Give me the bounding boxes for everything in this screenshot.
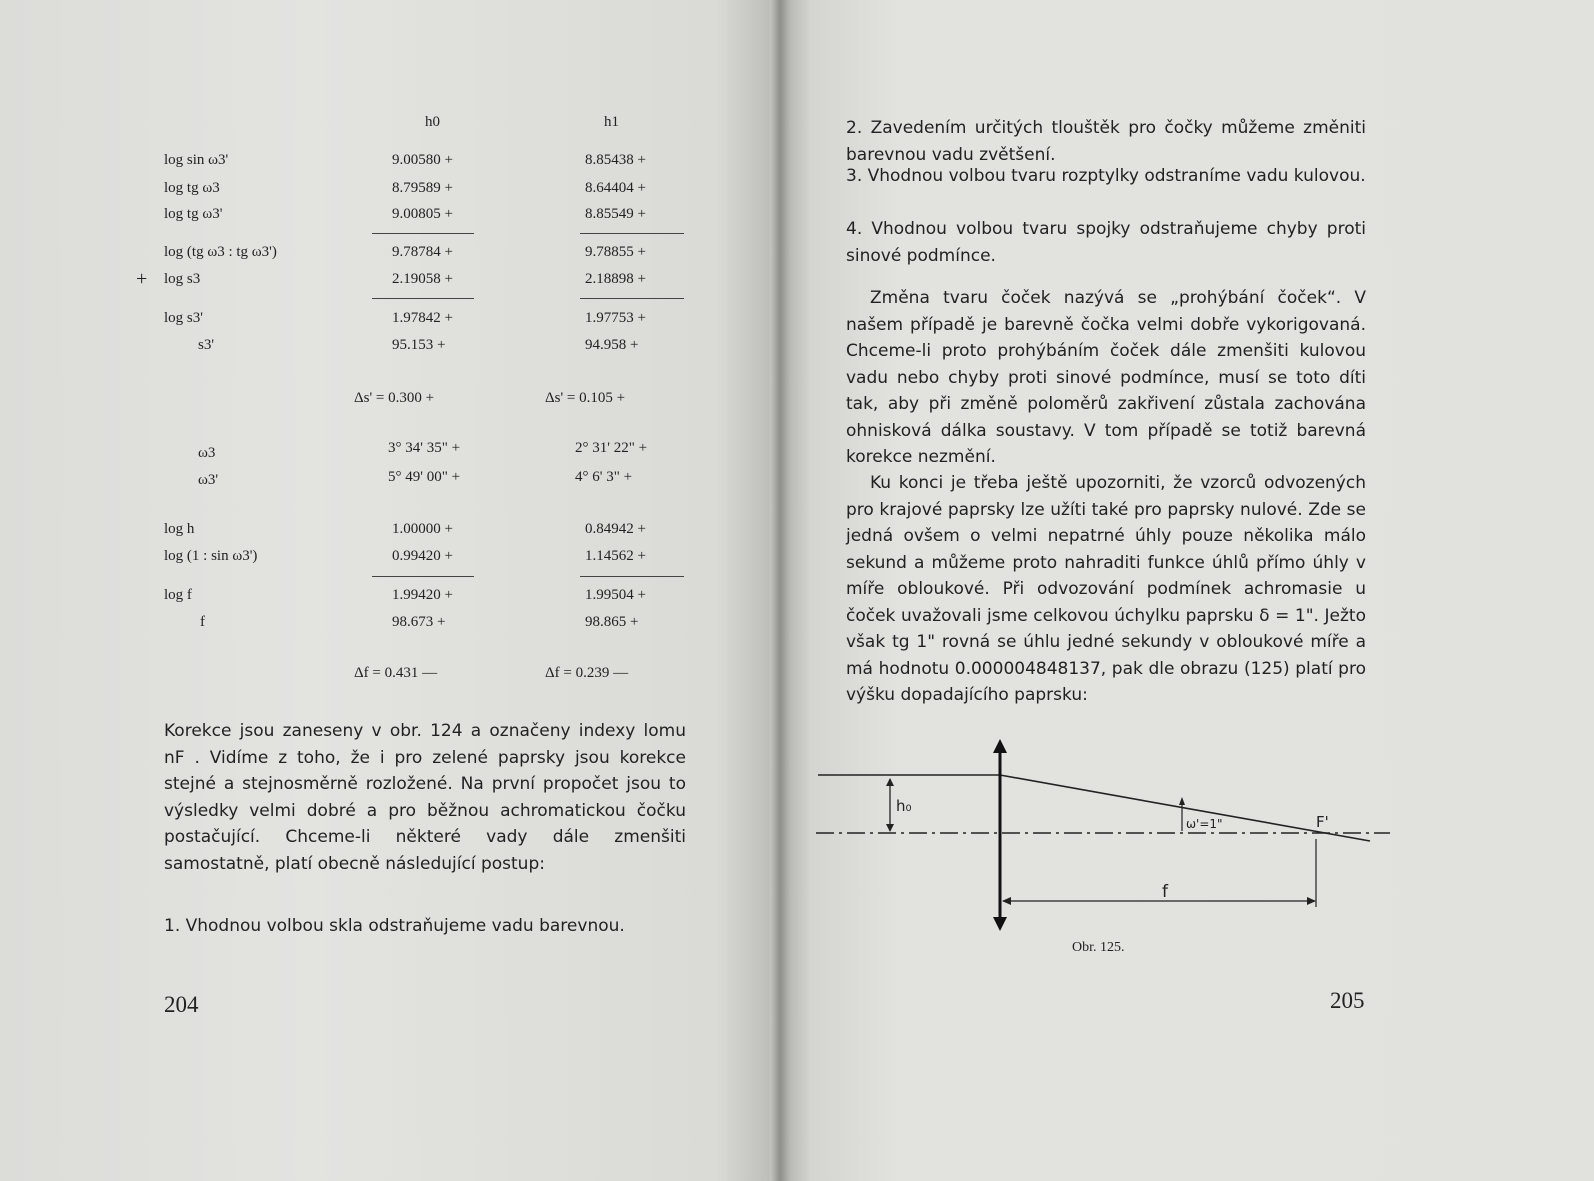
left-paragraph-2: 1. Vhodnou volbou skla odstraňujeme vadu barevnou. [164, 916, 625, 936]
delta-s-h0: Δs' = 0.300 + [354, 390, 435, 406]
angle-label: ω'=1" [1186, 817, 1223, 831]
value-h0: 1.00000 + [392, 521, 453, 537]
sum-rule [580, 298, 684, 299]
row-label: s3' [198, 337, 215, 353]
value-h0: 1.99420 + [392, 587, 453, 603]
angle-arrow [1179, 797, 1185, 805]
value-h1: 8.85438 + [585, 152, 646, 168]
value-h1: 8.85549 + [585, 206, 646, 222]
sum-rule [580, 576, 684, 577]
list-item-3: 3. Vhodnou volbou tvaru rozptylky odstraníme vadu kulovou. [846, 166, 1366, 186]
h0-arrow-down [886, 824, 894, 832]
delta-f-h0: Δf = 0.431 — [354, 665, 438, 681]
value-h0: 9.00580 + [392, 152, 453, 168]
value-h0: 98.673 + [392, 614, 446, 630]
lens-bottom-arrow [993, 917, 1007, 931]
list-item-4: 4. Vhodnou volbou tvaru spojky odstraňujeme chyby proti sinové podmínce. [846, 219, 1366, 266]
value-h1: 1.97753 + [585, 310, 646, 326]
right-paragraph-2: Ku konci je třeba ještě upozorniti, že vzorců odvozených pro krajové paprsky lze užíti také pro paprsky nulové. Zde se jedná ovšem o velmi nepatrné úhly pouze několika málo sekund a můžeme proto nahraditi funkce úhlů přímo úhly v míře obloukové. Při odvozování podmínek achromasie u čoček uvažovali jsme celkovou úchylku paprsku δ = 1". Ježto však tg 1" rovná se úhlu jedné sekundy v obloukové míře a má hodnotu 0.000004848137, pak dle obrazu (125) platí pro výšku dopadajícího paprsku: [846, 473, 1366, 705]
delta-f-h1: Δf = 0.239 — [545, 665, 629, 681]
value-h0: 9.00805 + [392, 206, 453, 222]
row-label: log s3 [164, 271, 201, 287]
value-h0: 8.79589 + [392, 180, 453, 196]
focal-arrow-left [1002, 897, 1011, 905]
header-h1: h1 [604, 114, 619, 130]
value-h0: 9.78784 + [392, 244, 453, 260]
sum-rule [372, 576, 474, 577]
value-h1: 94.958 + [585, 337, 639, 353]
value-h1: 4° 6' 3" + [575, 469, 633, 485]
value-h1: 98.865 + [585, 614, 639, 630]
value-h1: 1.99504 + [585, 587, 646, 603]
row-label: log f [164, 587, 192, 603]
list-item-2: 2. Zavedením určitých tlouštěk pro čočky můžeme změniti barevnou vadu zvětšení. [846, 118, 1366, 165]
right-paragraph-1: Změna tvaru čoček nazývá se „prohýbání čoček“. V našem případě je barevně čočka velmi dobře vykorigovaná. Chceme-li proto prohýbáním čoček dále zmenšiti kulovou vadu nebo chyby proti sinové podmínce, musí se toto díti tak, aby při změně poloměrů zakřivení zůstala zachována ohnisková dálka soustavy. V tom případě se totiž barevná korekce nezmění. [846, 288, 1366, 467]
value-h1: 2° 31' 22" + [575, 440, 648, 456]
value-h1: 2.18898 + [585, 271, 646, 287]
value-h0: 2.19058 + [392, 271, 453, 287]
sum-rule [580, 233, 684, 234]
h0-label: h₀ [896, 797, 912, 815]
row-label: f [200, 614, 205, 630]
header-h0: h0 [425, 114, 440, 130]
row-label: log tg ω3 [164, 180, 220, 196]
value-h0: 1.97842 + [392, 310, 453, 326]
focus-label: F' [1316, 813, 1329, 831]
value-h0: 95.153 + [392, 337, 446, 353]
left-paragraph-1: Korekce jsou zaneseny v obr. 124 a označeny indexy lomu nF . Vidíme z toho, že i pro zelené paprsky jsou korekce stejné a stejnosměrně rozložené. Na první propočet jsou to výsledky velmi dobré a pro běžnou achromatickou čočku postačující. Chceme-li některé vady dále zmenšiti samostatně, platí obecně následující postup: [164, 721, 686, 874]
value-h0: 0.99420 + [392, 548, 453, 564]
focal-label: f [1162, 882, 1168, 902]
refracted-ray [1000, 775, 1370, 841]
h0-arrow-up [886, 778, 894, 786]
row-label: log (tg ω3 : tg ω3') [164, 244, 277, 260]
row-label: log h [164, 521, 195, 537]
value-h1: 9.78855 + [585, 244, 646, 260]
row-label: ω3' [198, 472, 219, 488]
figure-caption: Obr. 125. [1072, 940, 1125, 955]
sum-rule [372, 298, 474, 299]
value-h1: 1.14562 + [585, 548, 646, 564]
lens-top-arrow [993, 739, 1007, 753]
row-label: log (1 : sin ω3') [164, 548, 258, 564]
row-label: log tg ω3' [164, 206, 223, 222]
value-h0: 5° 49' 00" + [388, 469, 461, 485]
value-h0: 3° 34' 35" + [388, 440, 461, 456]
value-h1: 0.84942 + [585, 521, 646, 537]
figure-125-diagram [810, 735, 1400, 935]
sum-rule [372, 233, 474, 234]
value-h1: 8.64404 + [585, 180, 646, 196]
page-number-right: 205 [1330, 988, 1365, 1013]
row-label: log sin ω3' [164, 152, 229, 168]
book-gutter [770, 0, 790, 1181]
delta-s-h1: Δs' = 0.105 + [545, 390, 626, 406]
plus-sign: + [136, 268, 148, 290]
focal-arrow-right [1307, 897, 1316, 905]
row-label: log s3' [164, 310, 203, 326]
page-number-left: 204 [164, 992, 199, 1017]
row-label: ω3 [198, 445, 216, 461]
